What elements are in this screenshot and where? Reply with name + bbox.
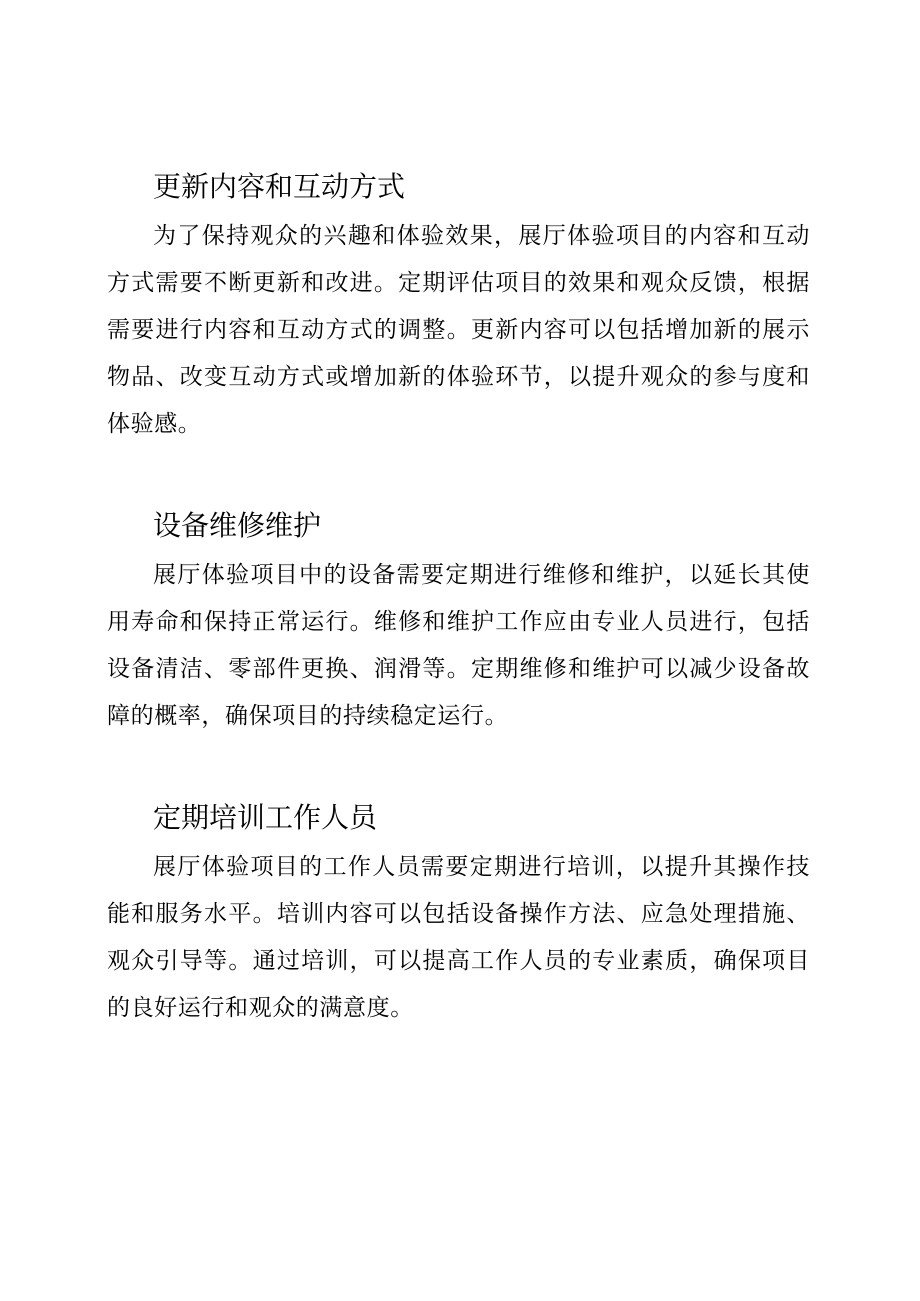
section-paragraph: 展厅体验项目中的设备需要定期进行维修和维护，以延长其使用寿命和保持正常运行。维修和维护工作应由专业人员进行，包括设备清洁、零部件更换、润滑等。定期维修和维护可以减少设备故障的概率，确保项目的持续稳定运行。 bbox=[107, 562, 810, 729]
section-paragraph: 展厅体验项目的工作人员需要定期进行培训，以提升其操作技能和服务水平。培训内容可以包括设备操作方法、应急处理措施、观众引导等。通过培训，可以提高工作人员的专业素质，确保项目的良好运行和观众的满意度。 bbox=[107, 854, 810, 1021]
section-heading: 设备维修维护 bbox=[153, 509, 322, 542]
section-paragraph: 为了保持观众的兴趣和体验效果，展厅体验项目的内容和互动方式需要不断更新和改进。定期评估项目的效果和观众反馈，根据需要进行内容和互动方式的调整。更新内容可以包括增加新的展示物品、改变互动方式或增加新的体验环节，以提升观众的参与度和体验感。 bbox=[107, 223, 810, 437]
section-update-content bbox=[107, 167, 810, 448]
document-content bbox=[107, 167, 810, 1090]
section-heading: 定期培训工作人员 bbox=[153, 801, 378, 834]
section-staff-training bbox=[107, 798, 810, 1032]
section-heading: 更新内容和互动方式 bbox=[153, 170, 406, 203]
section-equipment-maintenance bbox=[107, 506, 810, 740]
